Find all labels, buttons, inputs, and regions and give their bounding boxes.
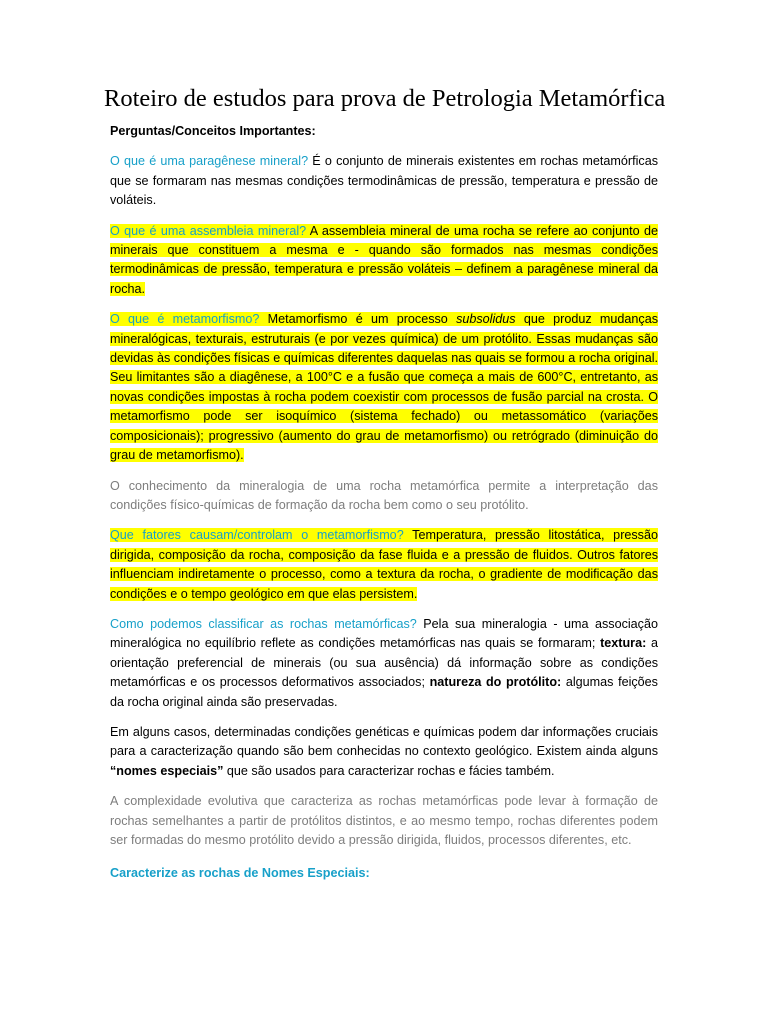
section-subheading: Perguntas/Conceitos Importantes: [110, 124, 316, 138]
text-nomes-a: Em alguns casos, determinadas condições genéticas e químicas podem dar informações cruciais para a caracterização quando são bem conhecidas no contexto geológico. Existem ainda alguns [110, 724, 658, 759]
heading-caracterize: Caracterize as rochas de Nomes Especiais: [110, 866, 370, 881]
answer-metamorfismo-b: que produz mudanças mineralógicas, texturais, estruturais (e por vezes química) de um protólito. Essas mudanças são devidas às condições físicas e químicas diferentes daquelas nas quais se formou a rocha original. Seu limitantes são a diagênese, a 100°C e a fusão que começa a mais de 600°C, entretanto, as novas condições impostas à rocha podem coexistir com processos de fusão parcial na crosta. O metamorfismo pode ser isoquímico (sistema fechado) ou metassomático (variações composicionais); progressivo (aumento do grau de metamorfismo) ou retrógrado (diminuição do grau de metamorfismo). [110, 312, 659, 463]
paragraph-complexidade: A complexidade evolutiva que caracteriza as rochas metamórficas pode levar à formação de rochas semelhantes a partir de protólitos distintos, e ao mesmo tempo, rochas diferentes podem ser formadas do mesmo protólito devido a pressão dirigida, fluidos, processos diferentes, etc. [110, 794, 658, 847]
answer-paragenese: É o conjunto de minerais existentes em rochas metamórficas que se formaram nas mesmas condições termodinâmicas de pressão, temperatura e pressão de voláteis. [110, 154, 658, 208]
answer-assembleia: A assembleia mineral de uma rocha se refere ao conjunto de minerais que constituem a mesma e - quando são formados nas mesmas condições termodinâmicas de pressão, temperatura e pressão voláteis – definem a paragênese mineral da rocha. [110, 223, 658, 296]
paragraph-fatores [110, 526, 658, 604]
label-natureza-protolito: natureza do protólito: [429, 675, 562, 690]
paragraph-classificar [110, 615, 658, 712]
paragraph-metamorfismo [110, 310, 658, 465]
question-fatores: Que fatores causam/controlam o metamorfismo? [110, 528, 404, 543]
question-paragenese: O que é uma paragênese mineral? [110, 154, 309, 169]
paragraph-assembleia [110, 222, 658, 300]
label-textura: textura: [600, 636, 647, 651]
paragraph-paragenese [110, 152, 658, 210]
highlight-metamorfismo [110, 312, 658, 462]
question-assembleia: O que é uma assembleia mineral? [110, 223, 307, 238]
paragraph-conhecimento: O conhecimento da mineralogia de uma rocha metamórfica permite a interpretação das condições físico-químicas de formação da rocha bem como o seu protólito. [110, 478, 658, 512]
answer-classificar-1: Pela sua mineralogia - uma associação mineralógica no equilíbrio reflete as condições metamórficas nas quais se formaram; [110, 616, 658, 651]
quoted-nomes-especiais: “nomes especiais” [110, 763, 224, 778]
answer-fatores: Temperatura, pressão litostática, pressão dirigida, composição da rocha, composição da fase fluida e a pressão de fluidos. Outros fatores influenciam indiretamente o processo, como a textura da rocha, o gradiente de modificação das condições e o tempo geológico em que elas persistem. [110, 528, 658, 601]
question-classificar: Como podemos classificar as rochas metamórficas? [110, 616, 417, 631]
answer-metamorfismo-a: Metamorfismo é um processo [259, 312, 457, 327]
question-metamorfismo: O que é metamorfismo? [110, 312, 260, 327]
answer-metamorfismo-italic: subsolidus [456, 312, 516, 327]
answer-classificar-2: a orientação preferencial de minerais (ou sua ausência) dá informação sobre as condições metamórficas e os processos deformativos associados; [110, 636, 659, 690]
answer-classificar-3: algumas feições da rocha original ainda são preservadas. [110, 675, 658, 709]
highlight-fatores [110, 528, 658, 600]
text-nomes-b: que são usados para caracterizar rochas e fácies também. [223, 763, 555, 778]
highlight-assembleia [110, 224, 658, 296]
paragraph-nomes-especiais [110, 723, 658, 781]
page-title: Roteiro de estudos para prova de Petrologia Metamórfica [104, 85, 666, 112]
